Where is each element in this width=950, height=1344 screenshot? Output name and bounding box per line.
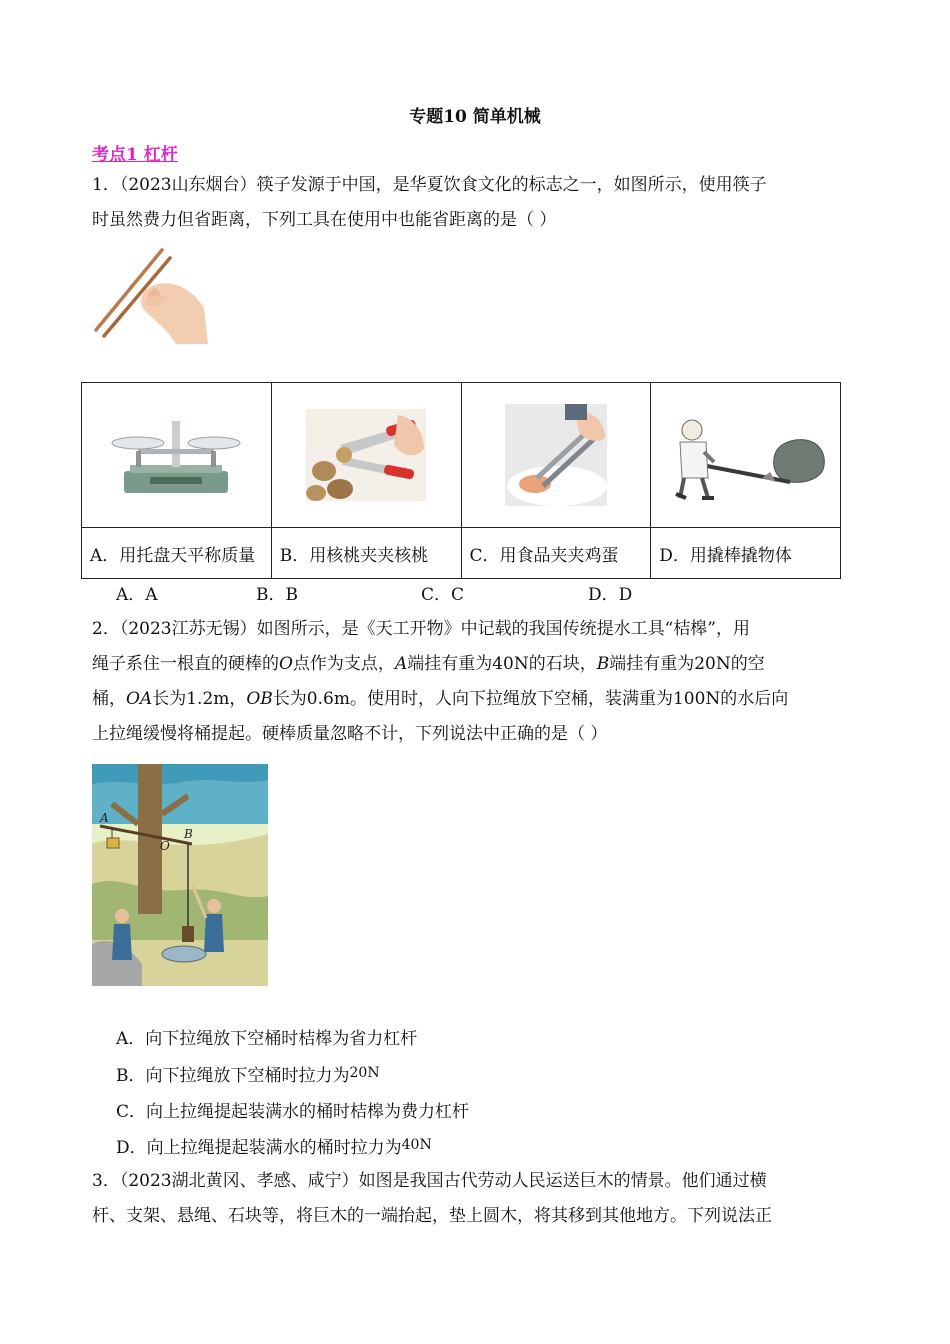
option-b-image-cell [271, 383, 461, 528]
fig-label-b: B [184, 827, 193, 841]
q2-line: 绳子系住一根直的硬棒的O点作为支点，A端挂有重为40N的石块，B端挂有重为20N的空 [92, 654, 765, 674]
option-a-label: A．用托盘天平称质量 [82, 528, 272, 579]
q2-option-d: D．向上拉绳提起装满水的桶时拉力为$^{40N}$ [116, 1137, 432, 1158]
q2-line: 上拉绳缓慢将桶提起。硬棒质量忽略不计，下列说法中正确的是（ ） [92, 724, 608, 744]
q1-choice-b: B．B [256, 585, 298, 605]
option-c-image-cell [461, 383, 651, 528]
section-heading: 考点1 杠杆 [92, 145, 178, 165]
q2-option-a: A．向下拉绳放下空桶时桔槔为省力杠杆 [116, 1029, 418, 1049]
page-title: 专题10 简单机械 [409, 107, 541, 127]
q1-choice-d: D．D [588, 585, 633, 605]
balance-scale-image [110, 413, 242, 497]
q1-choice-a: A．A [116, 585, 158, 605]
q2-option-b: B．向下拉绳放下空桶时拉力为$^{20N}$ [116, 1065, 380, 1086]
option-c-label: C．用食品夹夹鸡蛋 [461, 528, 651, 579]
option-b-label: B．用核桃夹夹核桃 [271, 528, 461, 579]
q2-option-c: C．向上拉绳提起装满水的桶时桔槔为费力杠杆 [116, 1102, 470, 1122]
q1-choice-c: C．C [421, 585, 465, 605]
food-tongs-image [505, 404, 607, 506]
q3-line: 杆、支架、悬绳、石块等，将巨木的一端抬起，垫上圆木，将其移到其他地方。下列说法正 [92, 1206, 772, 1226]
jiegao-illustration [92, 764, 268, 986]
q1-line: 时虽然费力但省距离，下列工具在使用中也能省距离的是（ ） [92, 210, 557, 230]
q1-line: 1．（2023山东烟台）筷子发源于中国，是华夏饮食文化的标志之一，如图所示，使用筷子 [92, 175, 767, 195]
question-1 [92, 168, 862, 238]
q3-line: 3．（2023湖北黄冈、孝感、咸宁）如图是我国古代劳动人民运送巨木的情景。他们通过横 [92, 1171, 767, 1191]
q2-line: 2．（2023江苏无锡）如图所示，是《天工开物》中记载的我国传统提水工具“桔槔”，用 [92, 619, 750, 639]
option-d-label: D．用撬棒撬物体 [651, 528, 841, 579]
q1-options-table [81, 382, 841, 579]
question-2 [92, 612, 862, 752]
question-3 [92, 1164, 862, 1234]
chopsticks-hand-image [92, 248, 210, 348]
fig-label-o: O [160, 839, 170, 853]
option-d-image-cell [651, 383, 841, 528]
nutcracker-image [306, 409, 426, 501]
option-a-image-cell [82, 383, 272, 528]
fig-label-a: A [100, 811, 109, 825]
crowbar-rock-image [666, 408, 826, 502]
q2-line: 桶，OA长为1.2m，OB长为0.6m。使用时，人向下拉绳放下空桶，装满重为100N的水后向 [92, 689, 789, 709]
